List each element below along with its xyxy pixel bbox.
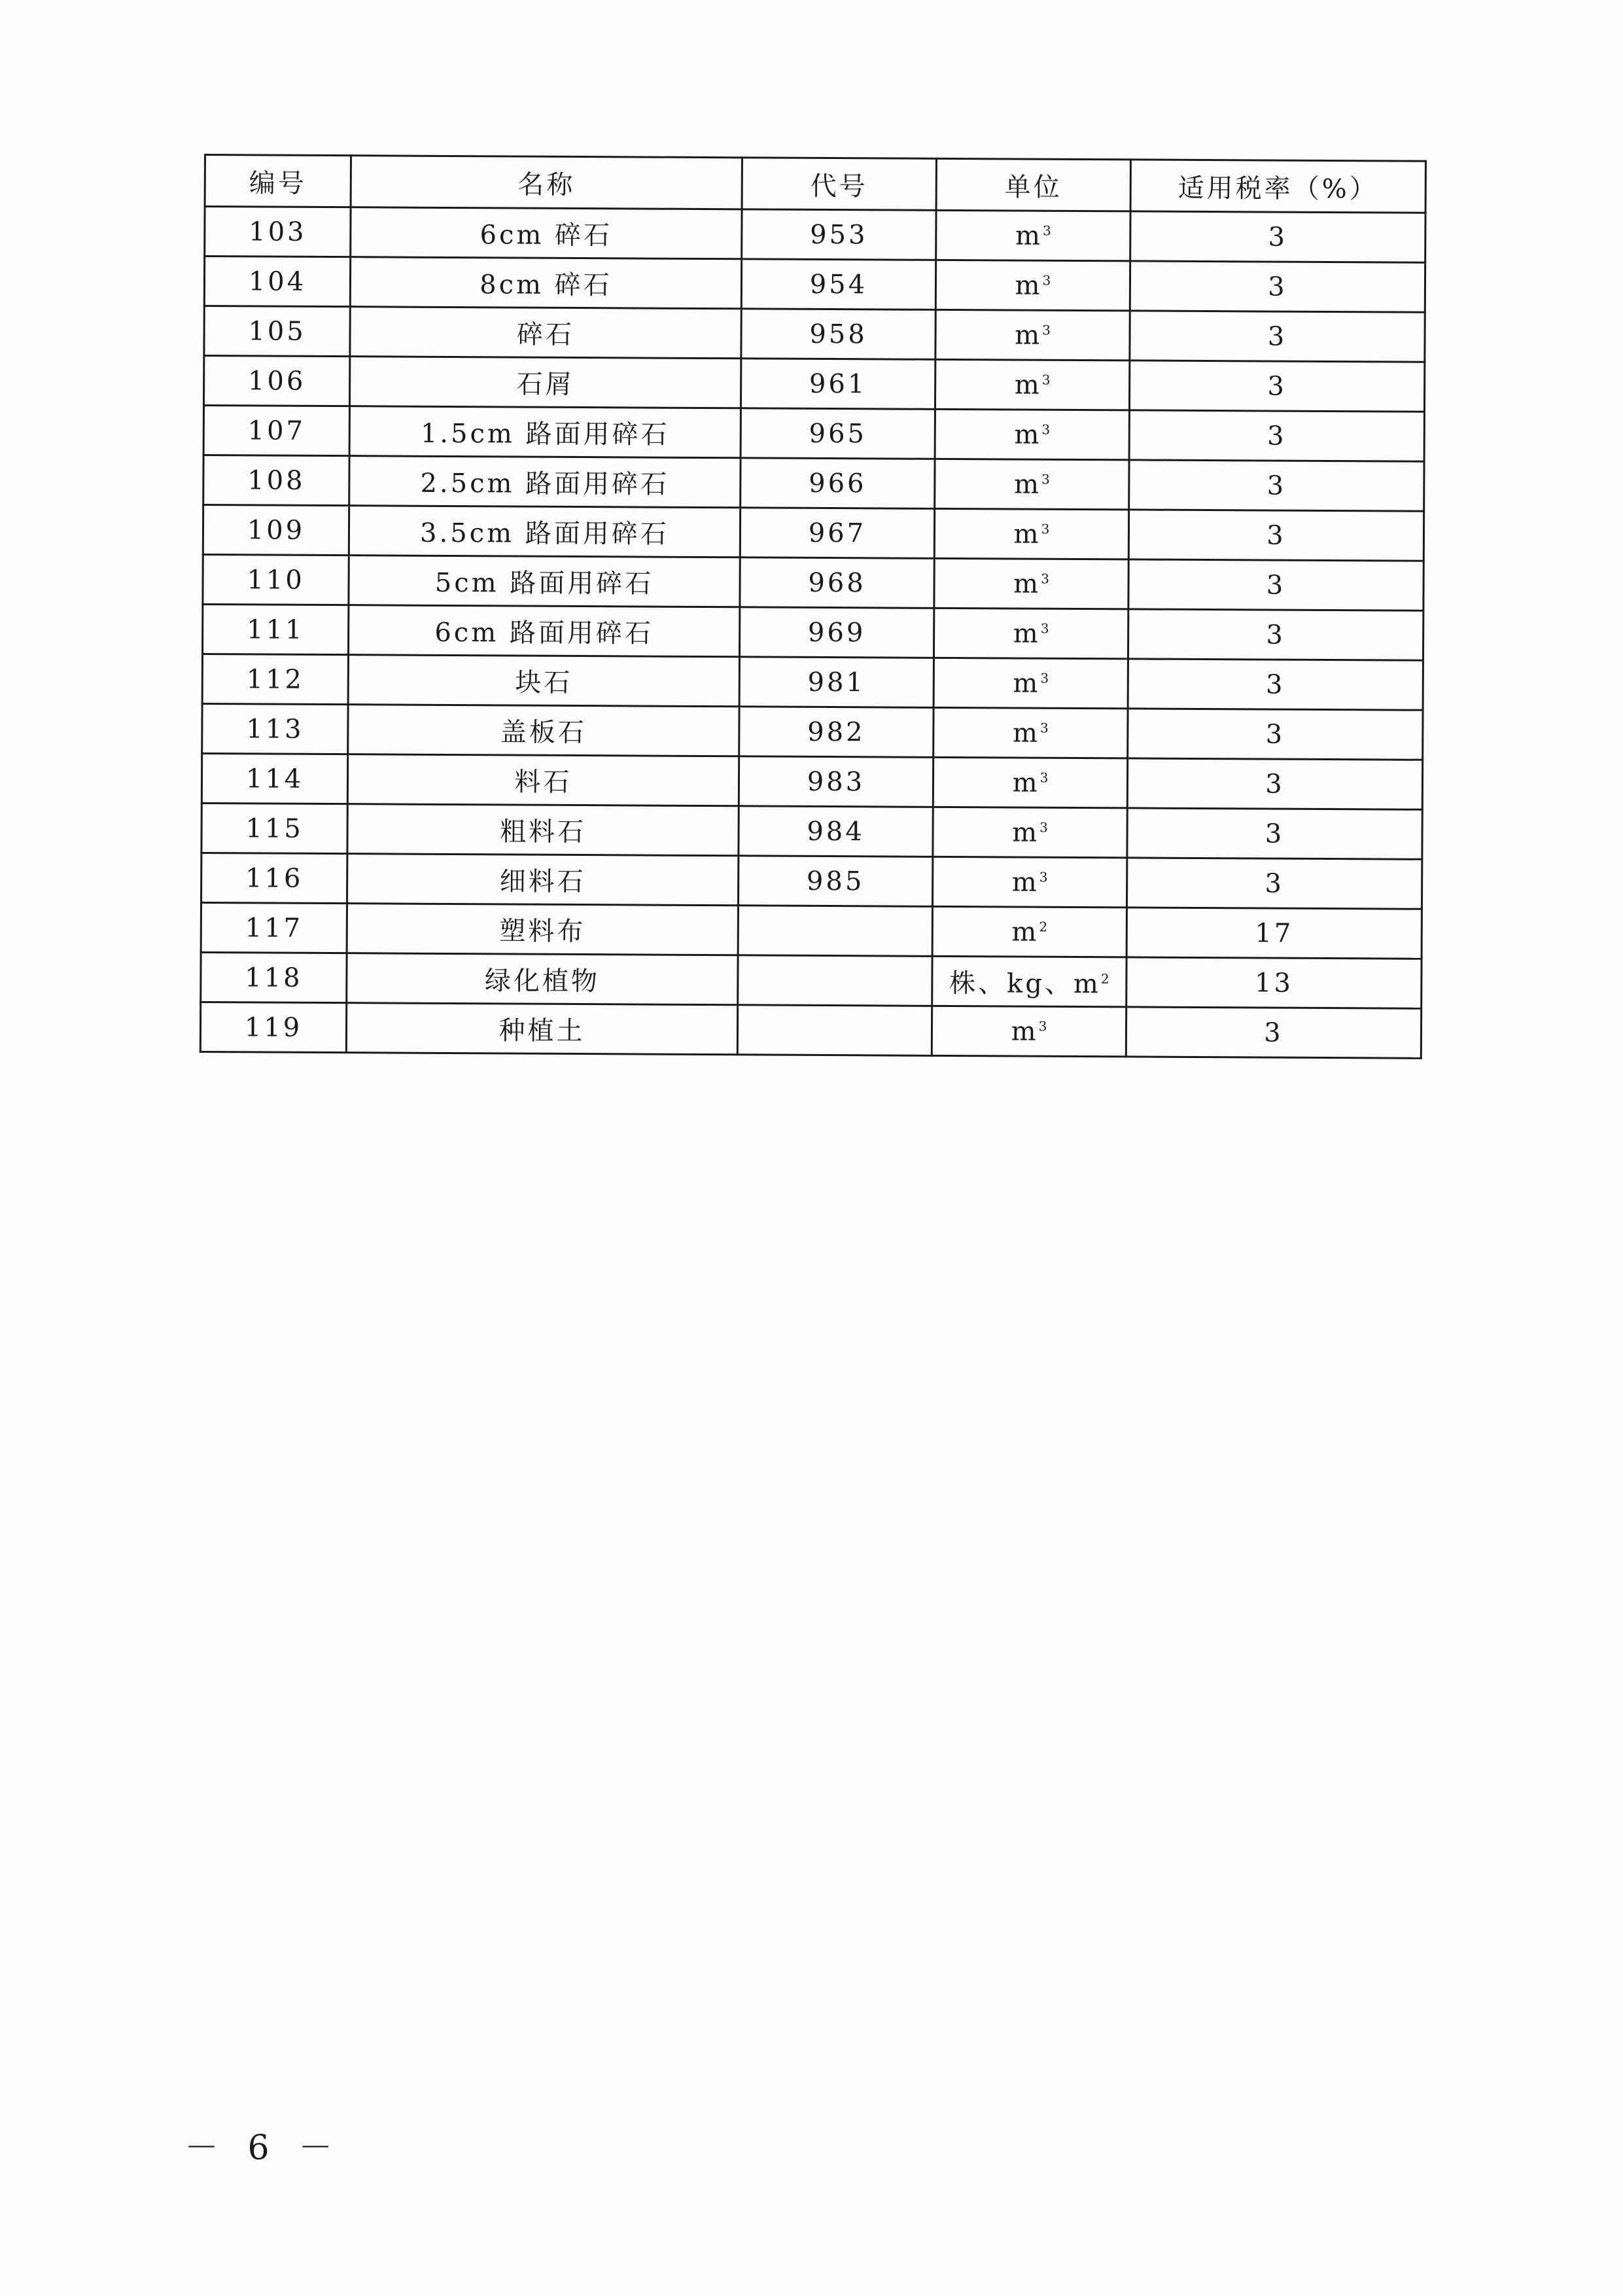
unit-base: 株、kg、m xyxy=(949,968,1102,1000)
cell-number: 105 xyxy=(204,306,350,357)
cell-unit xyxy=(932,906,1126,957)
unit-exponent: 3 xyxy=(1039,719,1049,735)
table-row xyxy=(202,703,1423,760)
cell-tax-rate: 3 xyxy=(1128,709,1423,760)
cell-number: 114 xyxy=(201,753,347,804)
cell-unit xyxy=(935,409,1129,460)
cell-code: 985 xyxy=(738,856,932,907)
unit-exponent: 2 xyxy=(1039,918,1048,934)
cell-number: 113 xyxy=(202,703,348,754)
cell-unit xyxy=(934,707,1128,758)
table-row xyxy=(205,207,1425,263)
cell-code: 966 xyxy=(741,458,935,509)
cell-unit xyxy=(935,459,1129,510)
cell-tax-rate: 3 xyxy=(1128,559,1423,610)
table-row xyxy=(201,753,1422,809)
table-row xyxy=(203,505,1423,561)
cell-name: 料石 xyxy=(347,754,739,806)
cell-name: 5cm 路面用碎石 xyxy=(349,556,740,607)
table-row xyxy=(201,952,1422,1008)
unit-base: m xyxy=(1013,518,1041,550)
cell-name: 3.5cm 路面用碎石 xyxy=(349,506,740,557)
cell-unit xyxy=(934,658,1128,709)
header-tax-rate: 适用税率（%） xyxy=(1130,160,1425,213)
cell-tax-rate: 3 xyxy=(1129,361,1424,412)
cell-number: 109 xyxy=(203,505,349,556)
cell-number: 112 xyxy=(202,654,348,704)
cell-name: 绿化植物 xyxy=(347,953,738,1005)
cell-number: 119 xyxy=(200,1002,346,1052)
header-name: 名称 xyxy=(351,156,742,209)
table-header-row xyxy=(205,155,1425,213)
unit-exponent: 3 xyxy=(1042,272,1051,288)
cell-tax-rate: 3 xyxy=(1130,311,1425,362)
cell-tax-rate: 3 xyxy=(1128,510,1423,561)
table-row xyxy=(203,406,1424,462)
cell-unit xyxy=(932,1006,1126,1057)
cell-code: 982 xyxy=(739,707,934,758)
cell-unit xyxy=(934,608,1128,659)
cell-unit xyxy=(933,807,1127,858)
cell-tax-rate: 3 xyxy=(1128,659,1423,710)
cell-name: 细料石 xyxy=(347,854,739,906)
unit-base: m xyxy=(1015,270,1043,301)
cell-name: 盖板石 xyxy=(348,705,739,756)
cell-name: 石屑 xyxy=(349,357,741,408)
table-row xyxy=(201,853,1422,909)
table-body xyxy=(200,207,1425,1059)
cell-name: 2.5cm 路面用碎石 xyxy=(349,456,741,508)
cell-unit xyxy=(932,956,1126,1007)
cell-code xyxy=(737,1005,932,1056)
table-row xyxy=(203,554,1423,610)
header-unit: 单位 xyxy=(936,158,1130,211)
cell-code: 967 xyxy=(740,508,934,559)
unit-exponent: 3 xyxy=(1038,1017,1047,1034)
cell-tax-rate: 3 xyxy=(1126,1007,1421,1058)
cell-number: 111 xyxy=(202,604,348,654)
cell-code: 969 xyxy=(739,607,934,658)
cell-code: 983 xyxy=(739,756,933,807)
cell-number: 117 xyxy=(201,902,347,953)
unit-exponent: 3 xyxy=(1042,222,1051,238)
table-row xyxy=(202,654,1423,710)
page-number: － 6 － xyxy=(184,2128,342,2168)
cell-code: 958 xyxy=(741,309,935,360)
cell-unit xyxy=(935,260,1130,311)
table-row xyxy=(201,803,1422,859)
table-row xyxy=(201,902,1422,959)
cell-tax-rate: 3 xyxy=(1129,410,1424,461)
cell-name: 1.5cm 路面用碎石 xyxy=(349,406,741,458)
cell-number: 106 xyxy=(203,356,349,406)
cell-tax-rate: 3 xyxy=(1130,261,1425,312)
cell-number: 104 xyxy=(204,256,350,307)
cell-unit xyxy=(933,757,1127,808)
cell-number: 115 xyxy=(201,803,347,853)
unit-base: m xyxy=(1012,767,1040,798)
cell-unit xyxy=(932,857,1126,908)
cell-unit xyxy=(934,558,1128,609)
cell-name: 块石 xyxy=(348,655,739,707)
table-row xyxy=(204,306,1425,362)
cell-tax-rate: 3 xyxy=(1130,211,1425,262)
cell-name: 碎石 xyxy=(350,307,741,359)
cell-tax-rate: 3 xyxy=(1126,858,1422,909)
unit-base: m xyxy=(1015,220,1043,251)
header-number: 编号 xyxy=(205,155,351,207)
unit-base: m xyxy=(1011,866,1039,898)
unit-exponent: 3 xyxy=(1039,819,1049,835)
cell-code xyxy=(738,955,932,1006)
cell-tax-rate: 3 xyxy=(1127,808,1422,859)
cell-number: 116 xyxy=(201,853,347,903)
cell-name: 塑料布 xyxy=(347,904,738,955)
unit-base: m xyxy=(1013,618,1041,649)
header-code: 代号 xyxy=(742,158,936,211)
tax-rate-table xyxy=(200,154,1427,1059)
unit-exponent: 3 xyxy=(1041,570,1050,586)
cell-code: 953 xyxy=(742,209,936,260)
cell-tax-rate: 3 xyxy=(1128,609,1423,660)
cell-code xyxy=(738,906,932,957)
cell-code: 961 xyxy=(741,359,935,410)
cell-code: 984 xyxy=(739,806,933,857)
unit-exponent: 3 xyxy=(1041,371,1051,387)
cell-name: 种植土 xyxy=(346,1003,737,1055)
unit-base: m xyxy=(1014,369,1042,400)
table-row xyxy=(204,256,1425,313)
unit-base: m xyxy=(1014,419,1042,450)
unit-exponent: 3 xyxy=(1039,769,1049,785)
cell-code: 968 xyxy=(740,557,934,609)
unit-exponent: 3 xyxy=(1040,669,1049,686)
unit-exponent: 3 xyxy=(1040,620,1049,636)
unit-base: m xyxy=(1015,319,1043,351)
table-row xyxy=(203,455,1424,512)
cell-unit xyxy=(935,359,1129,410)
table-row xyxy=(203,356,1424,412)
cell-tax-rate: 17 xyxy=(1126,908,1422,959)
cell-name: 8cm 碎石 xyxy=(350,257,741,309)
unit-base: m xyxy=(1013,468,1042,500)
cell-code: 965 xyxy=(741,408,935,459)
unit-base: m xyxy=(1012,717,1041,749)
cell-name: 6cm 路面用碎石 xyxy=(348,605,739,657)
cell-number: 118 xyxy=(201,952,347,1002)
cell-number: 110 xyxy=(203,554,349,605)
table-row xyxy=(202,604,1423,660)
cell-tax-rate: 13 xyxy=(1126,957,1422,1008)
cell-unit xyxy=(936,210,1130,261)
unit-exponent: 3 xyxy=(1042,321,1051,338)
cell-name: 粗料石 xyxy=(347,804,739,856)
cell-number: 108 xyxy=(203,455,349,506)
unit-base: m xyxy=(1012,817,1040,848)
cell-unit xyxy=(934,508,1128,559)
unit-exponent: 3 xyxy=(1041,520,1050,537)
unit-base: m xyxy=(1013,568,1041,599)
unit-exponent: 3 xyxy=(1039,868,1048,885)
cell-tax-rate: 3 xyxy=(1127,758,1422,809)
cell-name: 6cm 碎石 xyxy=(351,207,742,259)
unit-base: m xyxy=(1011,916,1039,947)
cell-code: 954 xyxy=(741,259,935,310)
unit-exponent: 2 xyxy=(1100,970,1109,987)
cell-unit xyxy=(935,309,1130,361)
unit-exponent: 3 xyxy=(1041,470,1050,487)
unit-base: m xyxy=(1013,667,1041,699)
cell-number: 103 xyxy=(205,207,351,257)
table-row xyxy=(200,1002,1421,1058)
cell-code: 981 xyxy=(739,657,934,708)
unit-exponent: 3 xyxy=(1041,421,1051,437)
cell-number: 107 xyxy=(203,406,349,456)
cell-tax-rate: 3 xyxy=(1129,460,1424,511)
unit-base: m xyxy=(1011,1016,1039,1047)
